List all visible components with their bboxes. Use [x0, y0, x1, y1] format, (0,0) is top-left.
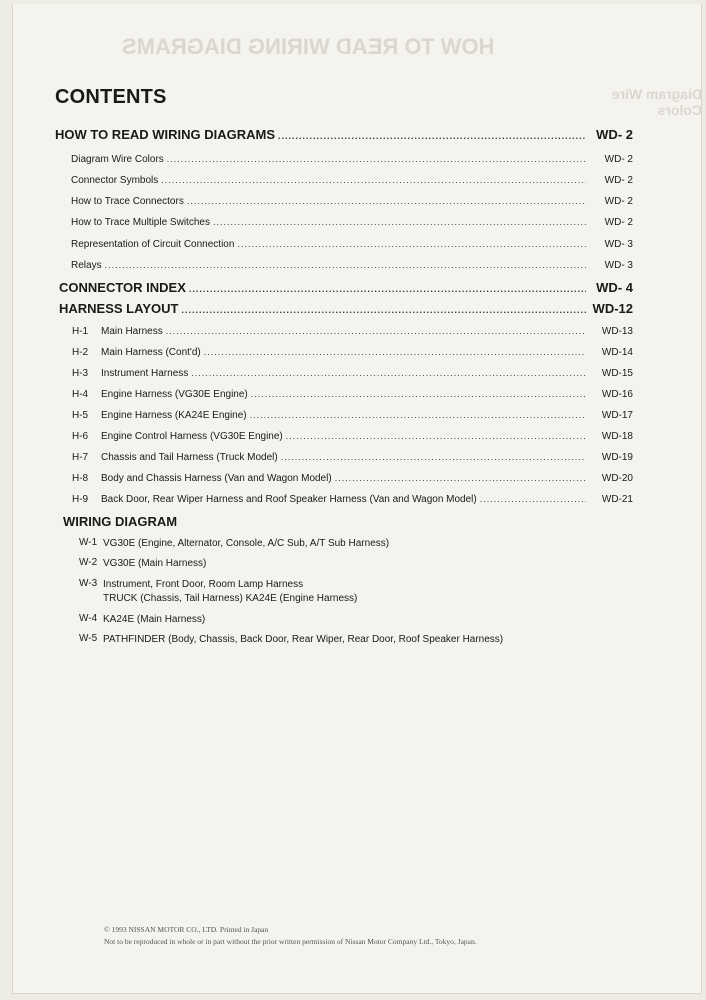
leader-dots	[105, 260, 586, 270]
leader-dots	[251, 389, 586, 399]
toc-item-label: Relays	[71, 260, 102, 271]
toc-page-number: WD-17	[601, 410, 633, 421]
wiring-code: W-5	[79, 633, 98, 644]
copyright-line: © 1993 NISSAN MOTOR CO., LTD. Printed in Japan	[104, 925, 269, 934]
toc-item-label: Main Harness (Cont'd)	[101, 347, 201, 358]
leader-dots	[237, 239, 586, 249]
toc-item[interactable]	[72, 410, 633, 421]
wiring-code: W-1	[79, 537, 98, 548]
wiring-item-label: PATHFINDER (Body, Chassis, Back Door, Rear Wiper, Rear Door, Roof Speaker Harness)	[103, 634, 504, 645]
leader-dots	[250, 410, 586, 420]
wiring-code: W-4	[79, 613, 98, 624]
wiring-item[interactable]	[79, 633, 503, 647]
toc-item[interactable]	[71, 154, 633, 165]
toc-item-label: Instrument Harness	[101, 368, 189, 379]
harness-code: H-9	[72, 494, 89, 505]
toc-item[interactable]	[72, 389, 633, 400]
leader-dots	[213, 217, 586, 227]
toc-item-label: Connector Symbols	[71, 175, 159, 186]
toc-item[interactable]	[71, 175, 633, 186]
leader-dots	[286, 431, 586, 441]
show-through-heading: HOW TO READ WIRING DIAGRAMS	[122, 34, 495, 59]
toc-section-label: HOW TO READ WIRING DIAGRAMS	[55, 127, 276, 142]
toc-page-number: WD- 2	[604, 217, 633, 228]
toc-page-number: WD-19	[601, 452, 633, 463]
wiring-item[interactable]	[79, 557, 206, 571]
toc-page-number: WD-12	[592, 301, 633, 316]
leader-dots	[181, 305, 586, 315]
toc-item[interactable]	[72, 452, 633, 463]
toc-page-number: WD-18	[601, 431, 633, 442]
wiring-code: W-2	[79, 557, 98, 568]
toc-item[interactable]	[72, 473, 633, 484]
toc-page-number: WD- 2	[596, 127, 633, 142]
toc-item-label: Main Harness	[101, 326, 163, 337]
leader-dots	[281, 452, 586, 462]
leader-dots	[480, 494, 586, 504]
wiring-item-label: KA24E (Main Harness)	[103, 614, 206, 625]
toc-page-number: WD- 2	[604, 175, 633, 186]
wiring-item[interactable]	[79, 537, 389, 551]
toc-page-number: WD-21	[601, 494, 633, 505]
toc-page-number: WD- 2	[604, 154, 633, 165]
toc-section-how-to-read[interactable]	[55, 127, 633, 142]
toc-item-label: Engine Harness (KA24E Engine)	[101, 410, 247, 421]
copyright-notice	[104, 924, 477, 948]
toc-page-number: WD-20	[601, 473, 633, 484]
wiring-item[interactable]	[79, 613, 205, 627]
show-through-subheading: Diagram Wire Colors	[611, 86, 702, 118]
harness-code: H-2	[72, 347, 89, 358]
leader-dots	[335, 473, 586, 483]
toc-item[interactable]	[71, 260, 633, 271]
wiring-item-label-line2: TRUCK (Chassis, Tail Harness) KA24E (Engine Harness)	[103, 593, 358, 604]
wiring-item[interactable]	[79, 578, 357, 606]
toc-item-label: Body and Chassis Harness (Van and Wagon Model)	[101, 473, 332, 484]
toc-item[interactable]	[72, 494, 633, 505]
toc-page-number: WD- 3	[604, 260, 633, 271]
leader-dots	[191, 368, 586, 378]
toc-item[interactable]	[72, 347, 633, 358]
harness-code: H-1	[72, 326, 89, 337]
harness-code: H-4	[72, 389, 89, 400]
toc-page-number: WD-14	[601, 347, 633, 358]
toc-page-number: WD-13	[601, 326, 633, 337]
toc-item[interactable]	[71, 217, 633, 228]
leader-dots	[187, 196, 586, 206]
harness-code: H-3	[72, 368, 89, 379]
wiring-item-label: VG30E (Engine, Alternator, Console, A/C Sub, A/T Sub Harness)	[103, 538, 390, 549]
toc-item[interactable]	[71, 196, 633, 207]
leader-dots	[189, 284, 586, 294]
leader-dots	[167, 154, 586, 164]
leader-dots	[161, 175, 586, 185]
leader-dots	[278, 131, 586, 141]
wiring-item-label: Instrument, Front Door, Room Lamp Harness	[103, 579, 304, 590]
harness-code: H-8	[72, 473, 89, 484]
harness-code: H-5	[72, 410, 89, 421]
toc-item-label: Back Door, Rear Wiper Harness and Roof Speaker Harness (Van and Wagon Model)	[101, 494, 477, 505]
page-title: CONTENTS	[55, 86, 167, 108]
toc-section-label: HARNESS LAYOUT	[59, 301, 179, 316]
toc-page-number: WD- 4	[596, 280, 633, 295]
toc-item[interactable]	[72, 431, 633, 442]
toc-page-number: WD-16	[601, 389, 633, 400]
toc-item-label: Diagram Wire Colors	[71, 154, 164, 165]
document-page	[12, 4, 702, 994]
toc-section-harness-layout[interactable]	[59, 301, 633, 316]
wiring-diagram-heading: WIRING DIAGRAM	[63, 514, 178, 529]
toc-page-number: WD- 2	[604, 196, 633, 207]
toc-item[interactable]	[72, 326, 633, 337]
toc-item[interactable]	[72, 368, 633, 379]
leader-dots	[204, 347, 586, 357]
wiring-code: W-3	[79, 578, 98, 589]
toc-item-label: Engine Control Harness (VG30E Engine)	[101, 431, 283, 442]
toc-item-label: Representation of Circuit Connection	[71, 239, 235, 250]
toc-section-label: CONNECTOR INDEX	[59, 280, 186, 295]
toc-page-number: WD- 3	[604, 239, 633, 250]
toc-item[interactable]	[71, 239, 633, 250]
reproduction-notice: Not to be reproduced in whole or in part without the prior written permission of Nissan Motor Company Ltd., Tokyo, Japan.	[104, 937, 477, 946]
toc-item-label: How to Trace Multiple Switches	[71, 217, 210, 228]
toc-section-connector-index[interactable]	[59, 280, 633, 295]
harness-code: H-6	[72, 431, 89, 442]
toc-item-label: How to Trace Connectors	[71, 196, 184, 207]
harness-code: H-7	[72, 452, 89, 463]
leader-dots	[166, 326, 586, 336]
toc-item-label: Chassis and Tail Harness (Truck Model)	[101, 452, 278, 463]
wiring-item-label: VG30E (Main Harness)	[103, 558, 207, 569]
toc-item-label: Engine Harness (VG30E Engine)	[101, 389, 248, 400]
toc-page-number: WD-15	[601, 368, 633, 379]
